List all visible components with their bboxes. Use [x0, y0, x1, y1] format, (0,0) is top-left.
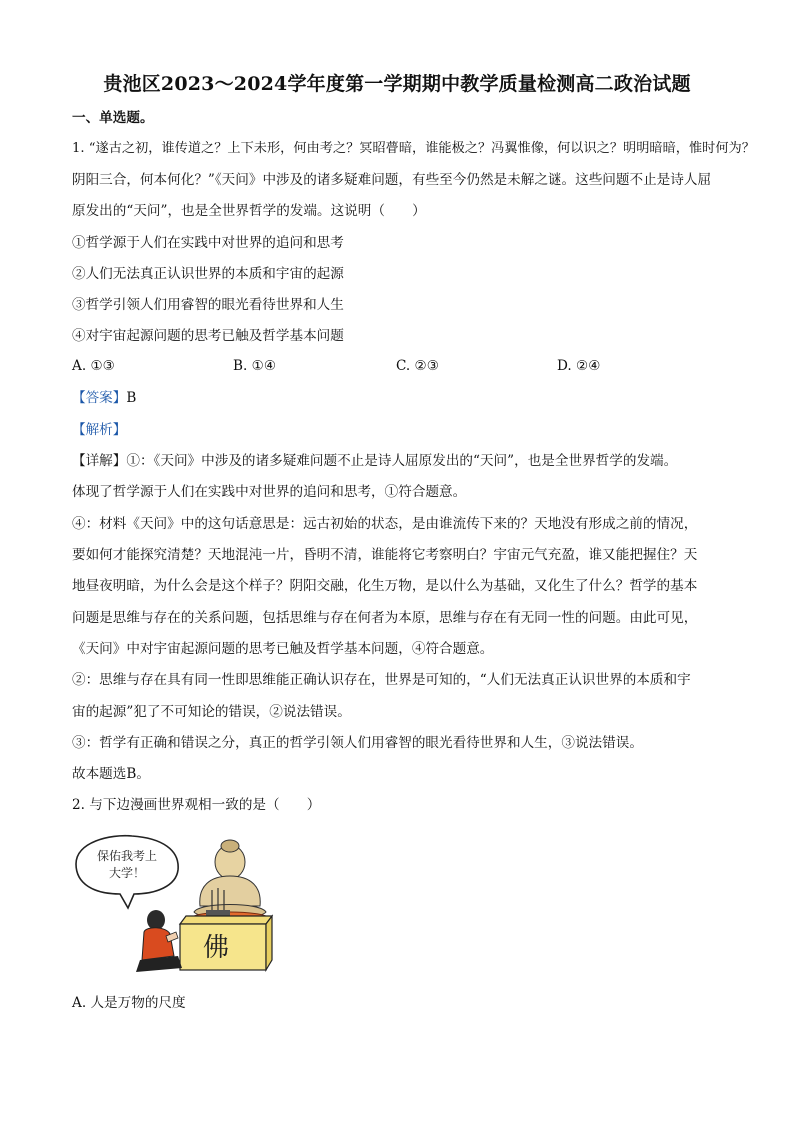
kneeling-person [136, 910, 182, 972]
q1-stem-line-2: 阴阳三合，何本何化？”《天问》中涉及的诸多疑难问题，有些至今仍然是未解之谜。这些问题不止是诗人屈 [72, 172, 712, 188]
q1-option-a: A. ①③ [72, 358, 115, 374]
detail-line-5: 地昼夜明暗，为什么会是这个样子？阴阳交融，化生万物，是以什么为基础，又化生了什么？哲学的基本 [72, 578, 698, 594]
q1-option-d: D. ②④ [557, 358, 601, 374]
q1-stem-line-1: 1. “遂古之初，谁传道之？上下未形，何由考之？冥昭瞢暗，谁能极之？冯翼惟像，何以识之？明明暗暗，惟时何为？ [72, 141, 755, 156]
q1-item-3: ③哲学引领人们用睿智的眼光看待世界和人生 [72, 297, 344, 313]
q2-option-a: A. 人是万物的尺度 [72, 995, 186, 1011]
q1-answer [72, 389, 136, 407]
q1-item-2: ②人们无法真正认识世界的本质和宇宙的起源 [72, 266, 344, 282]
altar-box [180, 916, 272, 970]
q1-option-c: C. ②③ [396, 358, 439, 374]
answer-value: B [126, 390, 137, 406]
altar-character: 佛 [202, 933, 230, 963]
detail-line-10: ③：哲学有正确和错误之分，真正的哲学引领人们用睿智的眼光看待世界和人生，③说法错误。 [72, 735, 643, 751]
bubble-text-line-1: 保佑我考上 [96, 849, 158, 863]
detail-line-7: 《天问》中对宇宙起源问题的思考已触及哲学基本问题，④符合题意。 [72, 641, 494, 657]
detail-line-6: 问题是思维与存在的关系问题，包括思维与存在何者为本原，思维与存在有无同一性的问题。由此可见， [72, 610, 698, 626]
page-title: 贵池区2023～2024学年度第一学期期中教学质量检测高二政治试题 [103, 73, 691, 95]
q2-stem: 2. 与下边漫画世界观相一致的是（ ） [72, 797, 321, 813]
detail-line-2: 体现了哲学源于人们在实践中对世界的追问和思考，①符合题意。 [72, 484, 467, 500]
analysis-tag: 【解析】 [72, 422, 127, 438]
detail-line-1: 【详解】①：《天问》中涉及的诸多疑难问题不止是诗人屈原发出的“天问”，也是全世界哲学的发端。 [72, 453, 678, 469]
detail-line-3: ④：材料《天问》中的这句话意思是：远古初始的状态，是由谁流传下来的？天地没有形成之前的情况， [72, 516, 698, 532]
detail-line-4: 要如何才能探究清楚？天地混沌一片，昏明不清，谁能将它考察明白？宇宙元气充盈，谁又能把握住？天 [72, 547, 698, 563]
cartoon-illustration [70, 828, 280, 980]
q1-option-b: B. ①④ [233, 358, 277, 374]
answer-tag: 【答案】 [72, 390, 127, 406]
bubble-text-line-2: 大学！ [108, 866, 146, 880]
detail-line-8: ②：思维与存在具有同一性即思维能正确认识存在，世界是可知的，“人们无法真正认识世界的本质和宇 [72, 672, 691, 688]
q1-item-1: ①哲学源于人们在实践中对世界的追问和思考 [72, 235, 344, 251]
section-heading: 一、单选题。 [72, 110, 154, 126]
q1-item-4: ④对宇宙起源问题的思考已触及哲学基本问题 [72, 328, 344, 344]
detail-line-11: 故本题选B。 [72, 766, 150, 782]
detail-line-9: 宙的起源”犯了不可知论的错误，②说法错误。 [72, 704, 351, 720]
q1-stem-line-3: 原发出的“天问”，也是全世界哲学的发端。这说明（ ） [72, 203, 426, 219]
